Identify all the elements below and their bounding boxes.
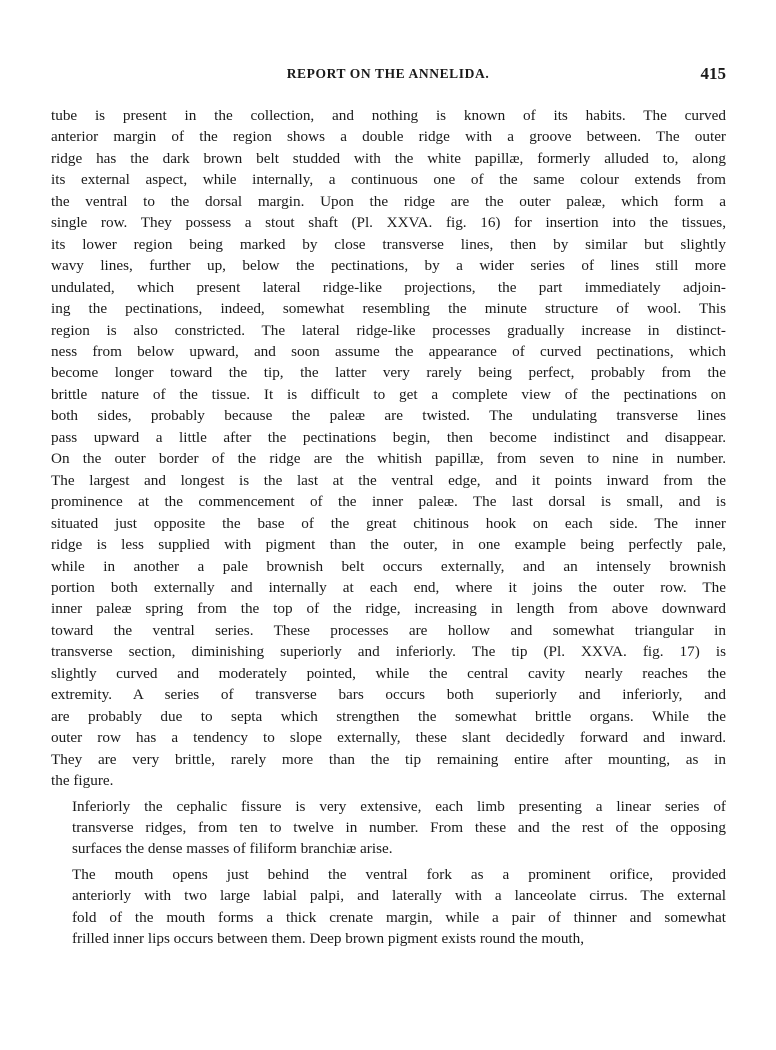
text-line: tube is present in the collection, and nothing is known of its habits. The curved xyxy=(51,107,726,124)
paragraph xyxy=(51,864,726,950)
text-line: are probably due to septa which strengthen the somewhat brittle organs. While the xyxy=(51,707,726,725)
text-line: while in another a pale brownish belt occurs externally, and an intensely brownish xyxy=(51,557,726,575)
text-line: frilled inner lips occurs between them. Deep brown pigment exists round the mouth, xyxy=(72,930,585,948)
paragraph xyxy=(51,105,726,792)
text-line: They are very brittle, rarely more than the tip remaining entire after mounting, as in xyxy=(51,750,726,768)
text-line: ness from below upward, and soon assume the appearance of curved pectinations, which xyxy=(51,342,726,360)
body-text xyxy=(51,105,726,950)
text-line: undulated, which present lateral ridge-like projections, the part immediately adjoin- xyxy=(51,278,726,296)
text-line: toward the ventral series. These processes are hollow and somewhat triangular in xyxy=(51,621,726,639)
text-line: its lower region being marked by close transverse lines, then by similar but slightly xyxy=(51,235,726,253)
text-line: both sides, probably because the paleæ are twisted. The undulating transverse lines xyxy=(51,407,726,425)
text-line: transverse ridges, from ten to twelve in number. From these and the rest of the opposing xyxy=(72,818,726,836)
text-line: anterior margin of the region shows a double ridge with a groove between. The outer xyxy=(51,128,726,146)
text-line: The largest and longest is the last at the ventral edge, and it points inward from the xyxy=(51,471,726,489)
text-line: single row. They possess a stout shaft (Pl. XXVA. fig. 16) for insertion into the tissues, xyxy=(51,214,726,232)
text-line: Inferiorly the cephalic fissure is very extensive, each limb presenting a linear series of xyxy=(72,797,726,815)
text-line: region is also constricted. The lateral ridge-like processes gradually increase in distinct- xyxy=(51,321,726,339)
running-header xyxy=(50,64,726,86)
text-line: prominence at the commencement of the inner paleæ. The last dorsal is small, and is xyxy=(51,493,726,511)
text-line: fold of the mouth forms a thick crenate margin, while a pair of thinner and somewhat xyxy=(72,908,726,926)
text-line: transverse section, diminishing superiorly and inferiorly. The tip (Pl. XXVA. fig. 17) is xyxy=(51,643,726,661)
text-line: outer row has a tendency to slope externally, these slant decidedly forward and inward. xyxy=(51,729,726,747)
text-line: ridge has the dark brown belt studded with the white papillæ, formerly alluded to, along xyxy=(51,149,726,167)
running-title: REPORT ON THE ANNELIDA. xyxy=(286,66,490,81)
paragraph xyxy=(51,796,726,860)
text-line: the figure. xyxy=(51,772,114,790)
text-line: anteriorly with two large labial palpi, and laterally with a lanceolate cirrus. The external xyxy=(72,887,726,905)
text-line: portion both externally and internally at each end, where it joins the outer row. The xyxy=(51,578,726,596)
text-line: brittle nature of the tissue. It is difficult to get a complete view of the pectinations on xyxy=(51,385,726,403)
text-line: pass upward a little after the pectinations begin, then become indistinct and disappear. xyxy=(51,428,726,446)
text-line: wavy lines, further up, below the pectinations, by a wider series of lines still more xyxy=(51,257,726,275)
text-line: ing the pectinations, indeed, somewhat resembling the minute structure of wool. This xyxy=(51,300,726,318)
text-line: become longer toward the tip, the latter very rarely being perfect, probably from the xyxy=(51,364,726,382)
text-line: the ventral to the dorsal margin. Upon the ridge are the outer paleæ, which form a xyxy=(51,192,726,210)
text-line: slightly curved and moderately pointed, while the central cavity nearly reaches the xyxy=(51,664,726,682)
text-line: ridge is less supplied with pigment than the outer, in one example being perfectly pale, xyxy=(51,536,726,554)
page-number: 415 xyxy=(700,64,726,83)
text-line: surfaces the dense masses of filiform branchiæ arise. xyxy=(72,840,393,858)
text-line: situated just opposite the base of the great chitinous hook on each side. The inner xyxy=(51,514,726,532)
text-line: its external aspect, while internally, a continuous one of the same colour extends from xyxy=(51,171,726,189)
text-line: extremity. A series of transverse bars occurs both superiorly and inferiorly, and xyxy=(51,686,726,704)
text-line: inner paleæ spring from the top of the ridge, increasing in length from above downward xyxy=(51,600,726,618)
text-line: The mouth opens just behind the ventral fork as a prominent orifice, provided xyxy=(72,865,726,883)
text-line: On the outer border of the ridge are the whitish papillæ, from seven to nine in number. xyxy=(51,450,726,468)
